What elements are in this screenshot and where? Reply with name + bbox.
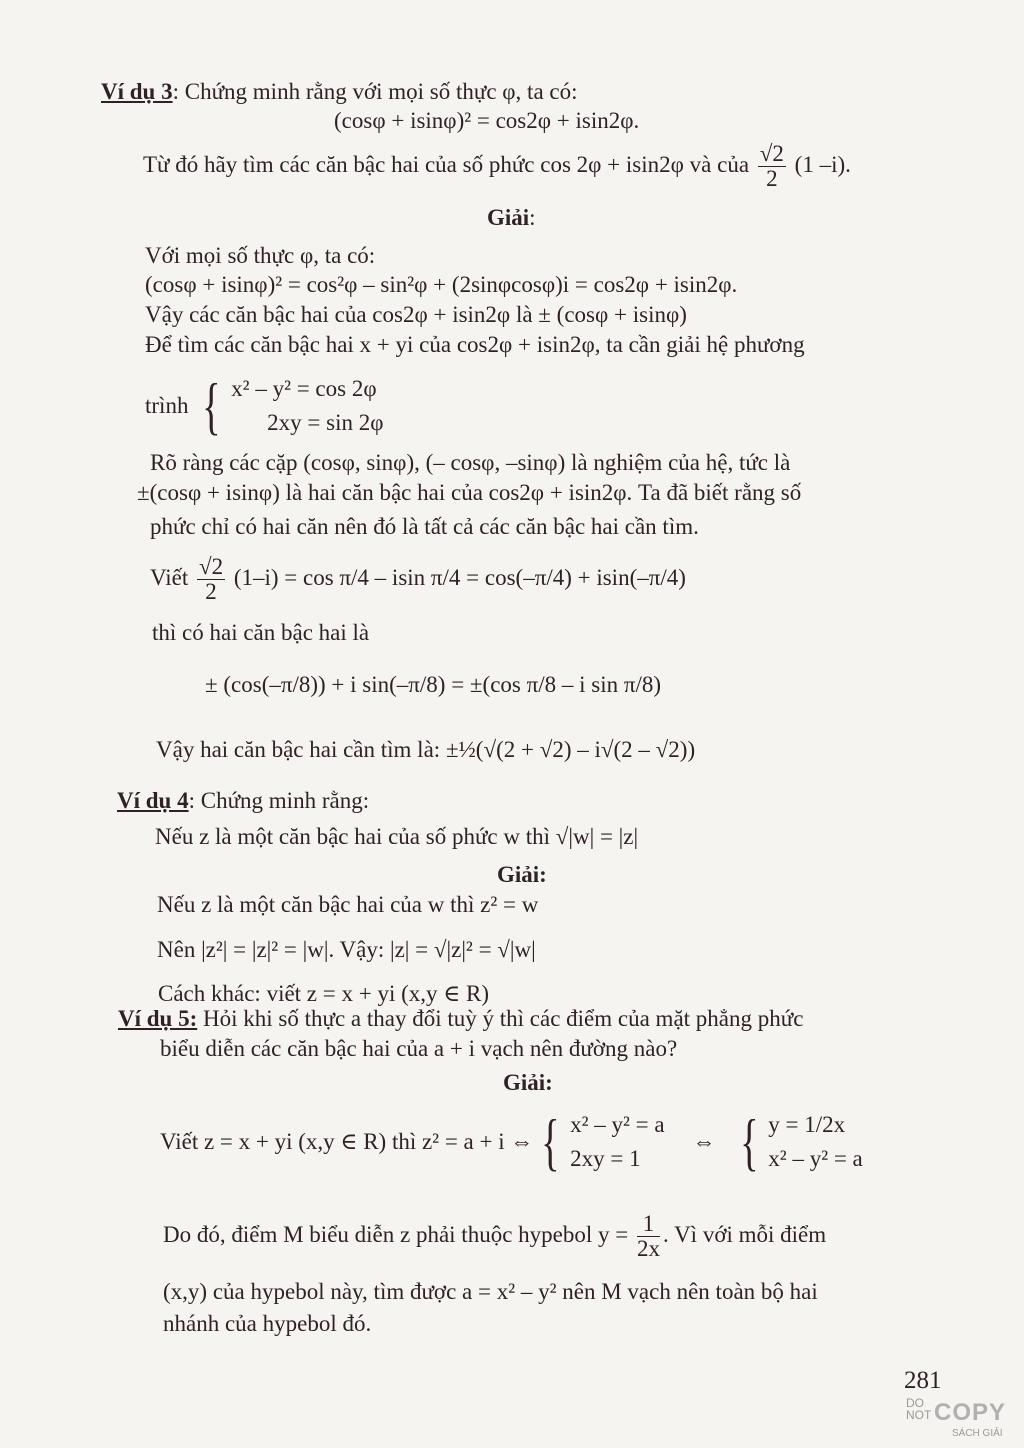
watermark-stamp [906, 1397, 1016, 1443]
example-3-intro: : Chứng minh rằng với mọi số thực φ, ta có: [172, 79, 578, 104]
solution-line-10: thì có hai căn bậc hai là [152, 620, 370, 645]
page-number: 281 [904, 1367, 942, 1394]
stamp-top: DO NOT [906, 1396, 932, 1422]
solution-line-1: Với mọi số thực φ, ta có: [145, 243, 376, 268]
solution-line-2: (cosφ + isinφ)² = cos²φ – sin²φ + (2sinφcosφ)i = cos2φ + isin2φ. [145, 272, 738, 297]
example-3-formula: (cosφ + isinφ)² = cos2φ + isin2φ. [334, 108, 640, 133]
example-5-intro: Hỏi khi số thực a thay đổi tuỳ ý thì các điểm của mặt phẳng phức [197, 1006, 804, 1031]
system-b-eq-2: x² – y² = a [768, 1146, 863, 1171]
left-brace: { [202, 370, 222, 441]
solution-line-7: ±(cosφ + isinφ) là hai căn bậc hai của cos2φ + isin2φ. Ta đã biết rằng số [137, 480, 802, 505]
hyperbola-text: Do đó, điểm M biểu diễn z phải thuộc hypebol y = [163, 1222, 629, 1247]
system-b-eq-1: y = 1/2x [768, 1112, 846, 1137]
question-numerator: √2 [759, 141, 784, 167]
ex5-line-2 [163, 1210, 826, 1261]
hyperbola-fraction: $\frac{1}{2x}$ [636, 1211, 660, 1262]
conclusion-label: Vậy hai căn bậc hai cần tìm là: [156, 737, 441, 762]
example-4-heading [117, 786, 369, 816]
stamp-main: COPY [934, 1399, 1007, 1426]
system-eq-2: 2xy = sin 2φ [267, 410, 384, 435]
conclusion-formula: ±½(√(2 + √2) – i√(2 – √2)) [445, 737, 696, 762]
example-4-statement: Nếu z là một căn bậc hai của số phức w thì √|w| = |z| [155, 824, 639, 849]
question-denominator: 2 [766, 166, 778, 192]
system-eq-1: x² – y² = cos 2φ [231, 376, 377, 401]
question-tail: (1 –i). [794, 152, 851, 177]
system-label: trình [145, 393, 189, 418]
solution-line-9 [150, 553, 686, 604]
stamp-brand: SÁCH GIẢI [952, 1428, 1003, 1439]
question-text: Từ đó hãy tìm các căn bậc hai của số phức cos 2φ + isin2φ và của [143, 152, 750, 177]
example-5-label: Ví dụ 5: [118, 1006, 198, 1031]
example-5-solution-title: Giải: [503, 1070, 553, 1095]
example-3-heading [101, 77, 578, 107]
solution-line-8: phức chỉ có hai căn nên đó là tất cả các căn bậc hai cần tìm. [150, 514, 699, 539]
left-brace-b: { [739, 1106, 759, 1177]
sqrt2-over-2: $\frac{√2}{2}$ [198, 554, 224, 605]
ex5-line-3: (x,y) của hypebol này, tìm được a = x² – y² nên M vạch nên toàn bộ hai [163, 1279, 818, 1304]
ex5-system-line [160, 1102, 863, 1192]
equivalence-symbol: ⇔ [692, 1129, 716, 1154]
example-5-heading [118, 1004, 803, 1034]
solution-line-12 [156, 735, 695, 765]
equation-system-1 [145, 372, 384, 446]
left-brace-a: { [541, 1106, 560, 1177]
square-roots-formula: ± (cos(–π/8)) + i sin(–π/8) = ±(cos π/8 – i sin π/8) [205, 672, 662, 697]
write-label: Viết [150, 565, 189, 590]
system-a-eq-2: 2xy = 1 [570, 1146, 641, 1171]
question-fraction [758, 142, 786, 191]
ex5-line-4: nhánh của hypebol đó. [163, 1311, 372, 1336]
example-3-label: Ví dụ 3 [101, 79, 173, 104]
ex4-line-1: Nếu z là một căn bậc hai của w thì z² = w [157, 892, 539, 917]
ex5-write: Viết z = x + yi (x,y ∈ R) thì z² = a + i ⇔ [160, 1129, 534, 1154]
example-4-solution-title: Giải: [497, 862, 547, 887]
example-3-solution-title: Giải: [487, 205, 536, 230]
trig-expression: (1–i) = cos π/4 – isin π/4 = cos(–π/4) + isin(–π/4) [233, 565, 686, 590]
example-4-label: Ví dụ 4 [117, 788, 189, 813]
solution-line-6: Rõ ràng các cặp (cosφ, sinφ), (– cosφ, –sinφ) là nghiệm của hệ, tức là [150, 450, 791, 475]
hyperbola-text-tail: . Vì với mỗi điểm [662, 1222, 827, 1247]
solution-line-3: Vậy các căn bậc hai của cos2φ + isin2φ là ± (cosφ + isinφ) [145, 302, 687, 327]
ex4-line-3: Cách khác: viết z = x + yi (x,y ∈ R) [158, 981, 490, 1006]
solution-line-4: Để tìm các căn bậc hai x + yi của cos2φ + isin2φ, ta cần giải hệ phương [145, 332, 805, 357]
example-5-intro-2: biểu diễn các căn bậc hai của a + i vạch nên đường nào? [160, 1036, 678, 1061]
ex4-line-2: Nên |z²| = |z|² = |w|. Vậy: |z| = √|z|² = √|w| [157, 937, 536, 962]
example-4-intro: : Chứng minh rằng: [188, 788, 370, 813]
example-3-question [143, 140, 851, 191]
system-a-eq-1: x² – y² = a [570, 1112, 665, 1137]
